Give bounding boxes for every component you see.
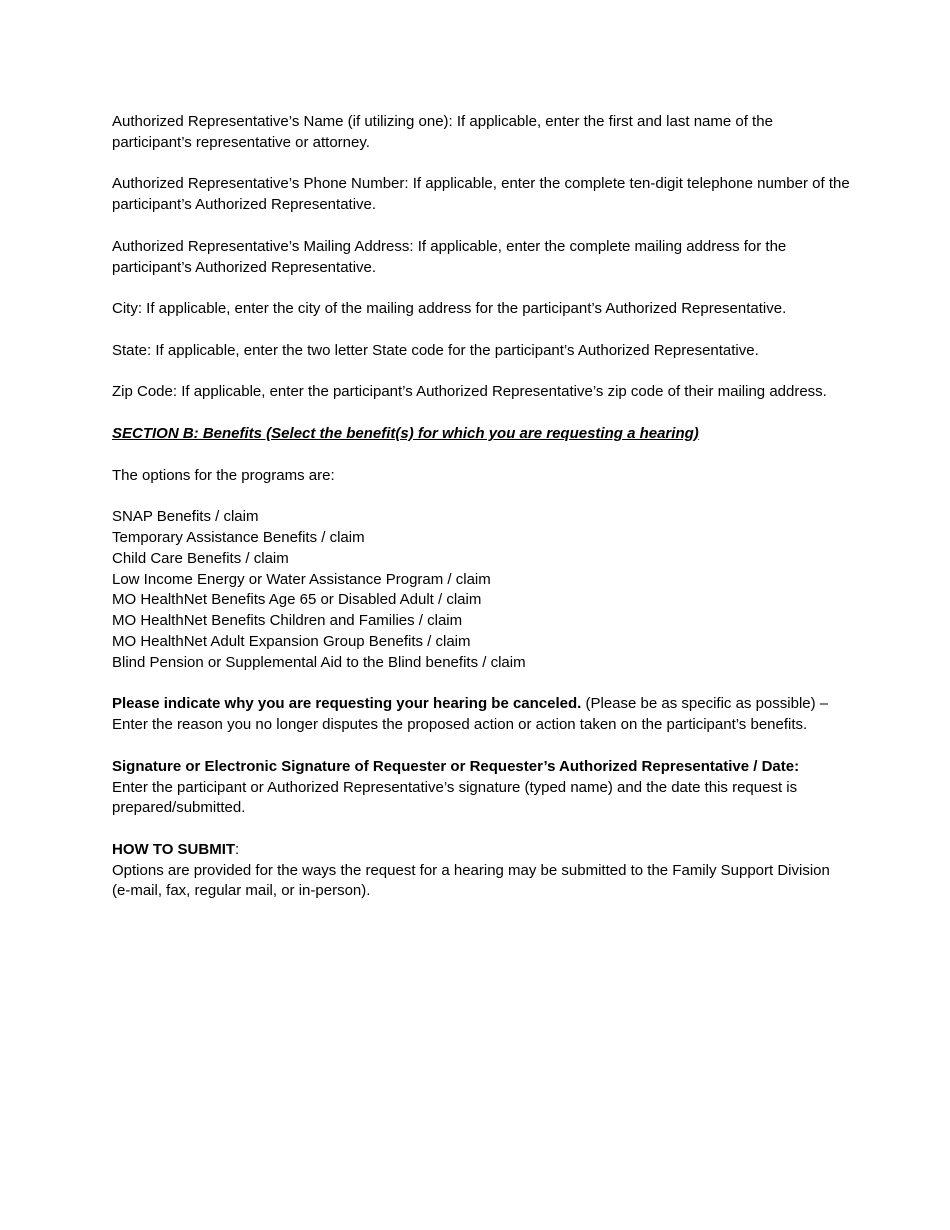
signature-paragraph: [112, 757, 852, 819]
how-to-submit-paragraph: [112, 840, 852, 902]
signature-label: Signature or Electronic Signature of Requester or Requester’s Authorized Representative / Date:: [112, 757, 800, 775]
list-item: MO HealthNet Benefits Children and Families / claim: [112, 612, 463, 630]
rep-phone-paragraph: Authorized Representative’s Phone Number: If applicable, enter the complete ten-digit telephone number of the participant’s Authorized Representative.: [112, 175, 850, 214]
list-item: Low Income Energy or Water Assistance Program / claim: [112, 570, 491, 588]
list-item: MO HealthNet Benefits Age 65 or Disabled Adult / claim: [112, 591, 482, 609]
list-item: MO HealthNet Adult Expansion Group Benefits / claim: [112, 632, 471, 650]
program-options-list: [112, 507, 852, 673]
cancel-reason-text: (Please be as specific as possible) – Enter the reason you no longer disputes the proposed action or action taken on the participant’s benefits.: [112, 695, 829, 734]
rep-name-paragraph: Authorized Representative’s Name (if utilizing one): If applicable, enter the first and last name of the participant’s representative or attorney.: [112, 113, 773, 151]
document-page: [112, 112, 852, 923]
cancel-reason-paragraph: [112, 694, 852, 736]
section-b-heading: SECTION B: Benefits (Select the benefit(s) for which you are requesting a hearing): [112, 424, 699, 442]
how-to-submit-text: Options are provided for the ways the request for a hearing may be submitted to the Family Support Division (e-mail, fax, regular mail, or in-person).: [112, 861, 830, 900]
signature-text: Enter the participant or Authorized Representative’s signature (typed name) and the date this request is prepared/submitted.: [112, 778, 798, 817]
list-item: Temporary Assistance Benefits / claim: [112, 528, 365, 546]
program-options-intro: The options for the programs are:: [112, 466, 335, 484]
how-to-submit-colon: :: [235, 840, 240, 858]
state-paragraph: State: If applicable, enter the two letter State code for the participant’s Authorized Representative.: [112, 341, 759, 359]
how-to-submit-label: HOW TO SUBMIT: [112, 840, 236, 858]
list-item: SNAP Benefits / claim: [112, 508, 259, 526]
city-paragraph: City: If applicable, enter the city of the mailing address for the participant’s Authorized Representative.: [112, 300, 787, 318]
rep-address-paragraph: Authorized Representative’s Mailing Address: If applicable, enter the complete mailing address for the participant’s Authorized Representative.: [112, 237, 787, 276]
list-item: Child Care Benefits / claim: [112, 549, 289, 567]
cancel-reason-label: Please indicate why you are requesting your hearing be canceled.: [112, 695, 582, 713]
zip-paragraph: Zip Code: If applicable, enter the participant’s Authorized Representative’s zip code of their mailing address.: [112, 383, 827, 401]
list-item: Blind Pension or Supplemental Aid to the Blind benefits / claim: [112, 653, 526, 671]
